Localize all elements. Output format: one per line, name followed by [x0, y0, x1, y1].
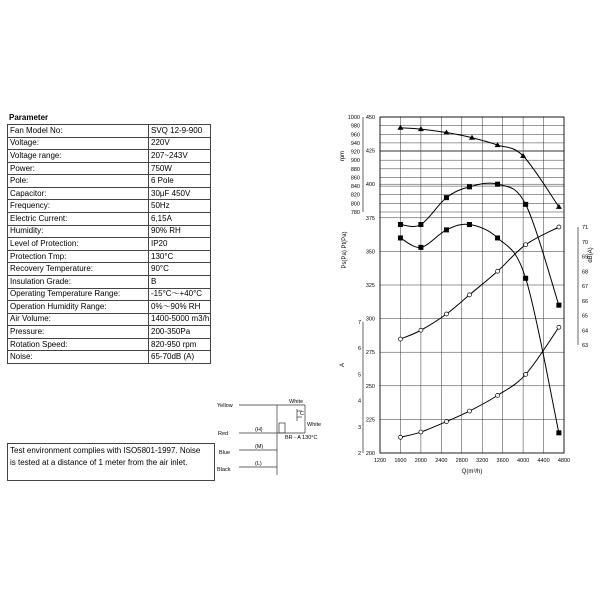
rpm-tick-label: 960 [350, 132, 360, 139]
series-2-point [556, 430, 561, 435]
parameter-value: IP20 [149, 238, 211, 251]
noise-tick-label: 69 [582, 254, 589, 261]
parameter-label: Frequency: [8, 200, 149, 213]
parameter-value: 90% RH [149, 225, 211, 238]
pressure-tick-label: 275 [365, 350, 375, 357]
parameter-value: 50Hz [149, 200, 211, 213]
rpm-tick-label: 860 [350, 175, 360, 182]
parameter-value: B [149, 275, 211, 288]
parameter-value: -15°C～+40°C [149, 288, 211, 301]
rpm-tick-label: 920 [350, 149, 360, 156]
rpm-tick-label: 880 [350, 166, 360, 173]
noise-axis-label: dB(A) [588, 247, 594, 263]
rpm-tick-label: 980 [350, 123, 360, 130]
noise-tick-label: 68 [582, 269, 589, 276]
rpm-tick-label: 840 [350, 184, 360, 191]
parameter-row [8, 150, 211, 163]
parameter-row [8, 213, 211, 226]
noise-tick-label: 70 [582, 239, 589, 246]
x-tick-label: 2800 [455, 458, 468, 464]
pressure-tick-label: 325 [365, 283, 375, 289]
series-line-3 [400, 227, 558, 339]
current-tick-label: 5 [357, 372, 361, 379]
series-1-point [556, 303, 561, 308]
rpm-tick-label: 900 [350, 158, 360, 165]
x-tick-label: 1200 [373, 458, 387, 464]
x-tick-label: 1600 [394, 458, 407, 464]
noise-tick-label: 66 [582, 298, 589, 305]
parameter-row [8, 187, 211, 200]
parameter-row [8, 288, 211, 301]
noise-tick-label: 63 [582, 343, 589, 349]
current-tick-label: 6 [357, 346, 361, 353]
parameter-value: 220V [149, 137, 211, 150]
wire-label-black: Black [217, 467, 231, 473]
series-2-point [418, 245, 423, 250]
parameter-label: Insulation Grade: [8, 275, 149, 288]
parameter-label: Humidity: [8, 225, 149, 238]
series-4-point [419, 430, 423, 434]
noise-tick-label: 64 [582, 328, 589, 335]
rpm-tick-label: 940 [350, 140, 360, 147]
pressure-tick-label: 400 [365, 182, 375, 189]
series-3-point [419, 328, 423, 332]
parameter-row [8, 351, 211, 364]
parameter-value: 6 Pole [149, 175, 211, 188]
x-tick-label: 3200 [476, 458, 489, 464]
current-tick-label: 4 [357, 398, 361, 405]
pressure-axis-label: Ps(Pa) Pt(Pa) [342, 231, 348, 269]
rpm-axis-label: rpm [340, 150, 346, 162]
series-1-point [467, 184, 472, 189]
speed-label-low: (L) [255, 461, 262, 467]
parameter-label: Power: [8, 162, 149, 175]
series-3-point [524, 243, 528, 247]
speed-label-medium: (M) [255, 444, 264, 450]
series-3-point [557, 225, 561, 229]
parameter-value: 207~243V [149, 150, 211, 163]
series-2-point [523, 276, 528, 281]
noise-tick-label: 67 [582, 284, 589, 290]
parameter-label: Operation Humidity Range: [8, 301, 149, 314]
parameter-value: 65-70dB (A) [149, 351, 211, 364]
parameter-label: Voltage: [8, 137, 149, 150]
parameter-value: 90°C [149, 263, 211, 276]
parameter-label: Air Volume: [8, 313, 149, 326]
test-note [7, 443, 215, 481]
series-4-point [524, 372, 528, 376]
parameter-value: 750W [149, 162, 211, 175]
series-4-point [496, 393, 500, 397]
pressure-tick-label: 225 [365, 417, 375, 424]
pressure-tick-label: 375 [365, 215, 375, 222]
parameter-row [8, 338, 211, 351]
parameter-label: Operating Temperature Range: [8, 288, 149, 301]
current-tick-label: 2 [357, 451, 361, 457]
parameter-value: 30μF 450V [149, 187, 211, 200]
parameter-value: 6,15A [149, 213, 211, 226]
wire-label-white-1: White [289, 399, 304, 405]
wiring-diagram [215, 395, 335, 483]
series-2-point [467, 222, 472, 227]
rpm-tick-label: 1000 [347, 115, 360, 121]
capacitor-label: C [300, 411, 304, 417]
thermal-protector-label: BR - A 130°C [285, 435, 318, 441]
x-tick-label: 2000 [414, 458, 428, 464]
pressure-tick-label: 425 [365, 148, 375, 155]
parameter-value: 130°C [149, 250, 211, 263]
parameter-label: Electric Current: [8, 213, 149, 226]
grid [380, 117, 564, 453]
rpm-tick-label: 780 [350, 210, 360, 216]
parameter-title: Parameter [9, 113, 49, 122]
series-line-4 [400, 327, 558, 437]
series-4-point [398, 435, 402, 439]
series-3-point [398, 337, 402, 341]
parameter-label: Noise: [8, 351, 149, 364]
parameter-value: SVQ 12-9-900 [149, 125, 211, 138]
x-tick-label: 4800 [557, 458, 571, 464]
x-tick-label: 3600 [496, 458, 509, 464]
series-2-point [444, 227, 449, 232]
series-4-point [467, 409, 471, 413]
x-tick-label: 4000 [516, 458, 530, 464]
pressure-tick-label: 250 [365, 383, 375, 390]
parameter-row [8, 313, 211, 326]
parameter-row [8, 137, 211, 150]
parameter-row [8, 250, 211, 263]
pressure-tick-label: 200 [365, 451, 375, 457]
parameter-label: Fan Model No: [8, 125, 149, 138]
wire-label-red: Red [218, 431, 229, 437]
pressure-tick-label: 350 [365, 249, 375, 256]
wire-label-white-2: White [307, 422, 322, 428]
series-1-point [418, 222, 423, 227]
x-tick-label: 2400 [435, 458, 448, 464]
parameter-label: Protection Tmp: [8, 250, 149, 263]
parameter-row [8, 175, 211, 188]
parameter-row [8, 263, 211, 276]
pressure-tick-label: 450 [365, 115, 375, 121]
current-axis-label: A [340, 362, 346, 368]
rpm-tick-label: 800 [350, 201, 360, 208]
pressure-tick-label: 300 [365, 316, 375, 323]
series-3-point [467, 293, 471, 297]
parameter-row [8, 162, 211, 175]
parameter-label: Voltage range: [8, 150, 149, 163]
performance-chart [330, 110, 600, 490]
noise-tick-label: 71 [582, 225, 589, 231]
series-4-point [557, 325, 561, 329]
parameter-row [8, 125, 211, 138]
parameter-row [8, 301, 211, 314]
x-axis-label: Q(m³/h) [461, 469, 483, 475]
series-2-point [495, 235, 500, 240]
parameter-label: Pole: [8, 175, 149, 188]
series-2-point [398, 235, 403, 240]
series-3-point [444, 312, 448, 316]
series-1-point [495, 182, 500, 187]
parameter-value: 0%～90% RH [149, 301, 211, 314]
parameter-label: Level of Protection: [8, 238, 149, 251]
x-tick-label: 4400 [537, 458, 550, 464]
parameter-row [8, 238, 211, 251]
parameter-label: Pressure: [8, 326, 149, 339]
parameter-value: 820-950 rpm [149, 338, 211, 351]
parameter-label: Recovery Temperature: [8, 263, 149, 276]
wire-label-yellow: Yellow [217, 403, 233, 409]
current-tick-label: 7 [357, 320, 361, 326]
parameter-row [8, 326, 211, 339]
series-1-point [523, 202, 528, 207]
series-4-point [444, 420, 448, 424]
parameter-table [7, 124, 211, 364]
test-note-line-2: is tested at a distance of 1 meter from the air inlet. [10, 457, 188, 467]
current-tick-label: 3 [357, 424, 361, 431]
test-note-line-1: Test environment complies with ISO5801-1997. Noise [10, 446, 201, 455]
parameter-label: Capacitor: [8, 187, 149, 200]
series-1-point [444, 195, 449, 200]
series-1-point [398, 222, 403, 227]
rpm-tick-label: 820 [350, 192, 360, 199]
parameter-row [8, 200, 211, 213]
series-3-point [496, 269, 500, 273]
parameter-value: 1400-5000 m3/h [149, 313, 211, 326]
parameter-label: Rotation Speed: [8, 338, 149, 351]
speed-label-high: (H) [255, 427, 263, 433]
parameter-row [8, 225, 211, 238]
parameter-row [8, 275, 211, 288]
noise-tick-label: 65 [582, 313, 589, 320]
wire-label-blue: Blue [219, 450, 231, 456]
parameter-value: 200-350Pa [149, 326, 211, 339]
